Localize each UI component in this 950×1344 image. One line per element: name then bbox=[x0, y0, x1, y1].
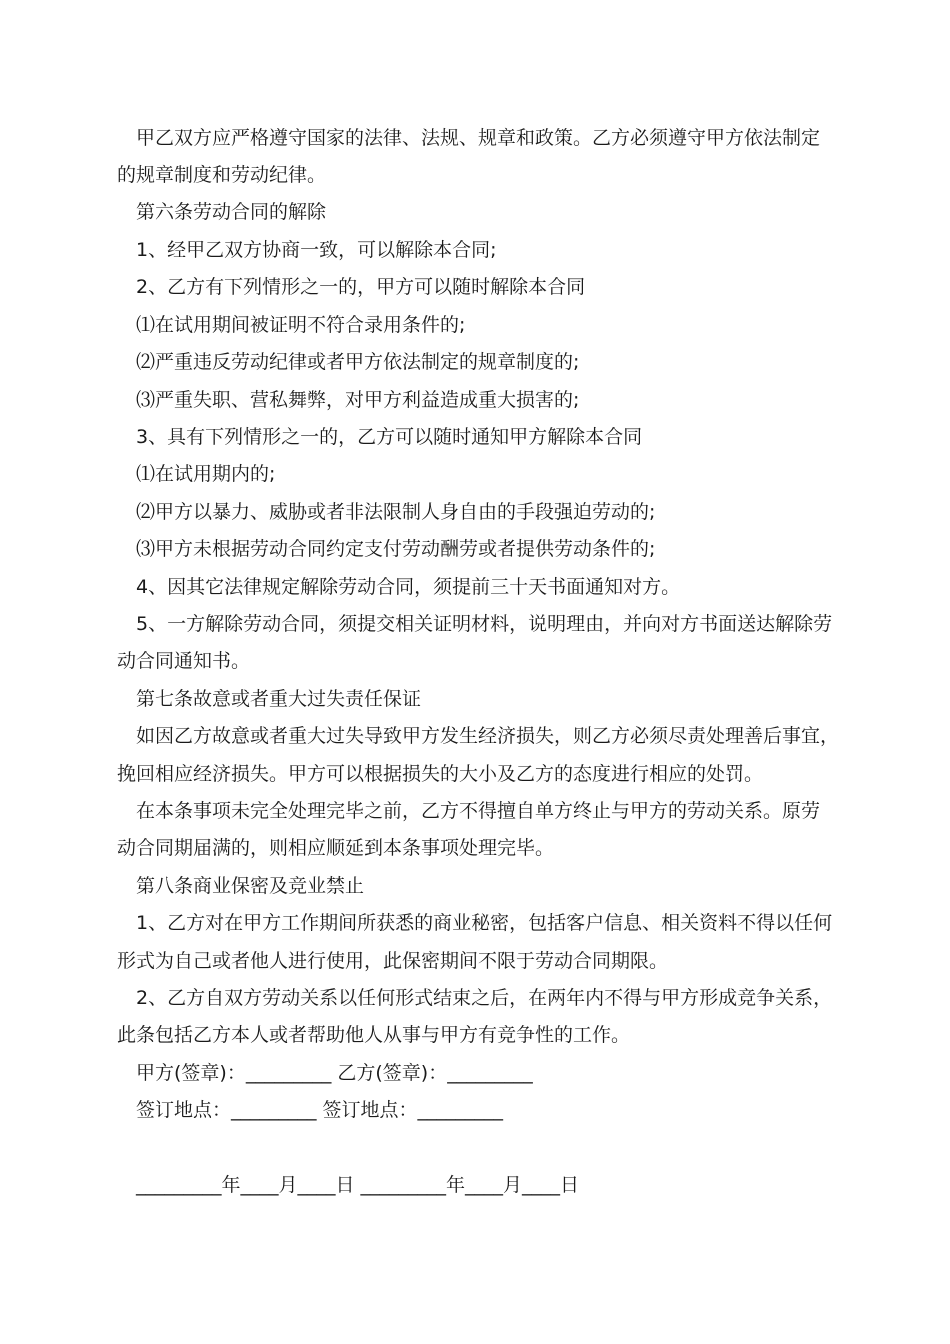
paragraph-line: 的规章制度和劳动纪律。 bbox=[117, 164, 327, 186]
section-heading: 第七条故意或者重大过失责任保证 bbox=[136, 688, 422, 710]
section-heading: 第六条劳动合同的解除 bbox=[136, 201, 327, 223]
clause-item: 5、一方解除劳动合同，须提交相关证明材料，说明理由，并向对方书面送达解除劳 bbox=[136, 613, 833, 635]
clause-item: 2、乙方有下列情形之一的，甲方可以随时解除本合同 bbox=[136, 276, 586, 298]
paragraph-line: 此条包括乙方本人或者帮助他人从事与甲方有竞争性的工作。 bbox=[117, 1024, 631, 1046]
signing-place-line: 签订地点：_________ 签订地点：_________ bbox=[136, 1099, 504, 1121]
section-heading: 第八条商业保密及竞业禁止 bbox=[136, 875, 365, 897]
date-line: _________年____月____日 _________年____月____日 bbox=[136, 1174, 580, 1196]
paragraph-line: 挽回相应经济损失。甲方可以根据损失的大小及乙方的态度进行相应的处罚。 bbox=[117, 763, 764, 785]
paragraph-line: 甲乙双方应严格遵守国家的法律、法规、规章和政策。乙方必须遵守甲方依法制定 bbox=[136, 127, 821, 149]
sub-clause-item: ⑵甲方以暴力、威胁或者非法限制人身自由的手段强迫劳动的; bbox=[136, 501, 656, 523]
clause-item: 4、因其它法律规定解除劳动合同，须提前三十天书面通知对方。 bbox=[136, 576, 681, 598]
clause-item: 3、具有下列情形之一的，乙方可以随时通知甲方解除本合同 bbox=[136, 426, 643, 448]
paragraph-line: 在本条事项未完全处理完毕之前，乙方不得擅自单方终止与甲方的劳动关系。原劳 bbox=[136, 800, 821, 822]
paragraph-line: 如因乙方故意或者重大过失导致甲方发生经济损失，则乙方必须尽责处理善后事宜， bbox=[136, 725, 840, 747]
sub-clause-item: ⑶甲方未根据劳动合同约定支付劳动酬劳或者提供劳动条件的; bbox=[136, 538, 656, 560]
sub-clause-item: ⑴在试用期间被证明不符合录用条件的; bbox=[136, 314, 466, 336]
paragraph-line: 动合同通知书。 bbox=[117, 650, 251, 672]
clause-item: 2、乙方自双方劳动关系以任何形式结束之后，在两年内不得与甲方形成竞争关系， bbox=[136, 987, 833, 1009]
sub-clause-item: ⑶严重失职、营私舞弊，对甲方利益造成重大损害的; bbox=[136, 389, 580, 411]
clause-item: 1、经甲乙双方协商一致，可以解除本合同; bbox=[136, 239, 497, 261]
sub-clause-item: ⑴在试用期内的; bbox=[136, 463, 276, 485]
paragraph-line: 动合同期届满的，则相应顺延到本条事项处理完毕。 bbox=[117, 837, 555, 859]
sub-clause-item: ⑵严重违反劳动纪律或者甲方依法制定的规章制度的; bbox=[136, 351, 580, 373]
clause-item: 1、乙方对在甲方工作期间所获悉的商业秘密，包括客户信息、相关资料不得以任何 bbox=[136, 912, 833, 934]
paragraph-line: 形式为自己或者他人进行使用，此保密期间不限于劳动合同期限。 bbox=[117, 950, 669, 972]
signature-line: 甲方(签章)：_________ 乙方(签章)：_________ bbox=[136, 1062, 533, 1084]
